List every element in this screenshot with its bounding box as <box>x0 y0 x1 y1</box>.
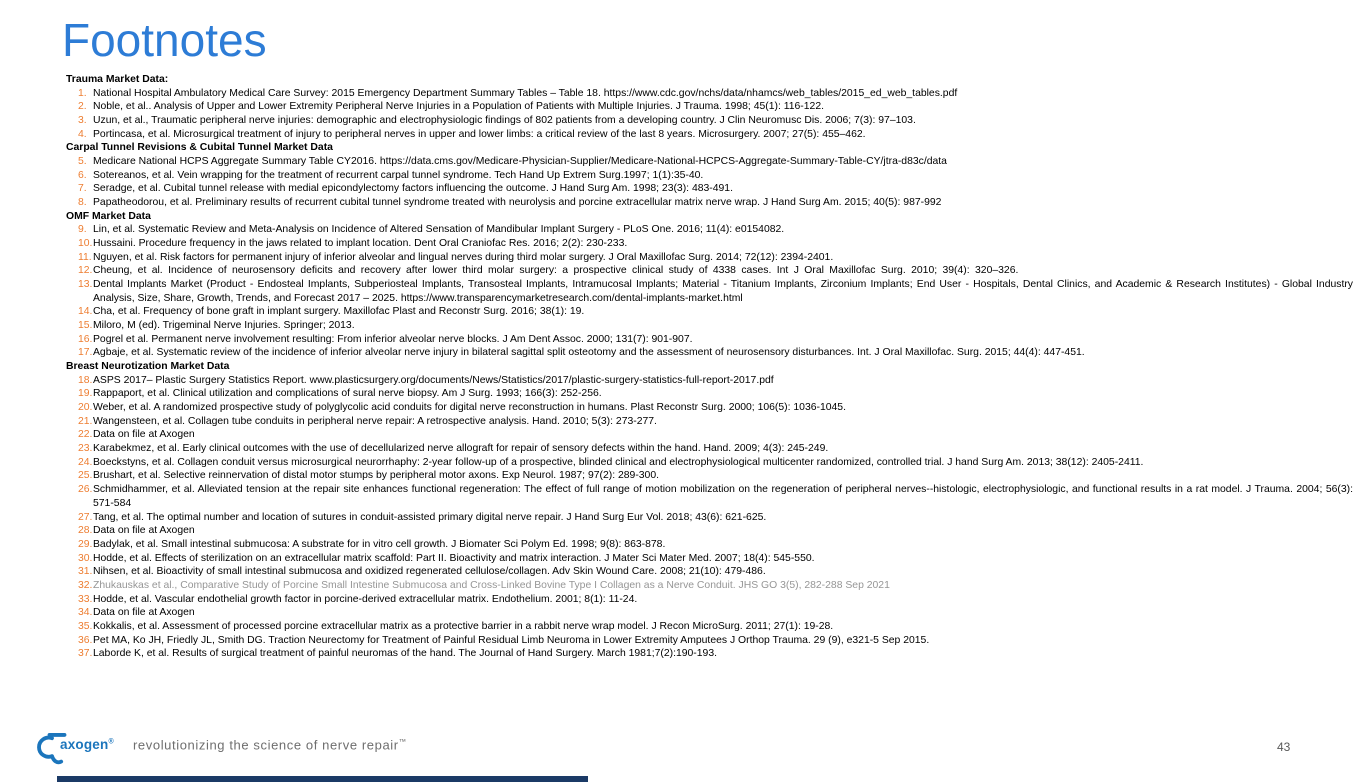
section-heading: Trauma Market Data: <box>66 74 169 85</box>
footnote-number: 27. <box>78 511 93 523</box>
footnote-text: Karabekmez, et al. Early clinical outcomes with the use of decellularized nerve allograft for repair of sensory defects within the hand. Hand. 2009; 4(3): 245-249. <box>93 443 829 455</box>
footnote-text: Papatheodorou, et al. Preliminary results of recurrent cubital tunnel syndrome treated with neurolysis and porcine extracellular matrix nerve wrap. J Hand Surg Am. 2015; 40(5): 987-992 <box>93 197 942 209</box>
footnote-item <box>66 538 1353 552</box>
footnote-number: 7. <box>78 183 87 195</box>
footnote-text: Cha, et al. Frequency of bone graft in implant surgery. Maxillofac Plast and Reconstr Surg. 2016; 38(1): 19. <box>93 306 585 318</box>
footnote-text: Kokkalis, et al. Assessment of processed porcine extracellular matrix as a protective barrier in a rabbit nerve wrap model. J Recon MicroSurg. 2011; 27(1): 19-28. <box>93 620 834 632</box>
footnote-text: Zhukauskas et al., Comparative Study of Porcine Small Intestine Submucosa and Cross-Linked Bovine Type I Collagen as a Nerve Conduit. JHS GO 3(5), 282-288 Sep 2021 <box>93 579 890 591</box>
section-heading: Breast Neurotization Market Data <box>66 361 230 373</box>
footnote-number: 1. <box>78 87 87 99</box>
footnote-number: 3. <box>78 115 87 127</box>
footnote-item <box>66 565 1353 579</box>
footnote-text: Agbaje, et al. Systematic review of the incidence of inferior alveolar nerve injury in bilateral sagittal split osteotomy and the assessment of neurosensory disturbances. Int. J Oral Maxillofac. Surg. 2015; 44(4): 447-451. <box>93 347 1085 359</box>
section-heading: Carpal Tunnel Revisions & Cubital Tunnel Market Data <box>66 142 333 154</box>
page-number: 43 <box>1277 740 1291 754</box>
axogen-logo-text <box>60 737 114 752</box>
footnote-text: Data on file at Axogen <box>93 607 195 619</box>
footnote-item <box>66 442 1353 456</box>
footnote-text: Seradge, et al. Cubital tunnel release with medial epicondylectomy factors influencing the outcome. J Hand Surg Am. 1998; 23(3): 483-491. <box>93 183 733 195</box>
footnote-item <box>66 305 1353 319</box>
footnote-number: 14. <box>78 306 93 318</box>
section-heading: OMF Market Data <box>66 210 151 222</box>
footnote-item <box>66 579 1353 593</box>
footnote-text: Rappaport, et al. Clinical utilization and complications of sural nerve biopsy. Am J Surg. 1993; 166(3): 252-256. <box>93 388 602 400</box>
footnote-number: 24. <box>78 456 93 468</box>
footnote-item <box>66 346 1353 360</box>
footnote-item <box>66 333 1353 347</box>
registered-mark: ® <box>108 738 114 746</box>
footnote-number: 9. <box>78 224 87 236</box>
footnote-text: ASPS 2017– Plastic Surgery Statistics Report. www.plasticsurgery.org/documents/News/Statistics/2017/plastic-surgery-statistics-full-report-2017.pdf <box>93 374 774 386</box>
footnote-number: 29. <box>78 538 93 550</box>
footnote-text: Portincasa, et al. Microsurgical treatment of injury to peripheral nerves in upper and lower limbs: a critical review of the last 8 years. Microsurgery. 2007; 27(5): 455–462. <box>93 128 866 140</box>
footnote-number: 5. <box>78 156 87 168</box>
footnote-item <box>66 100 1353 114</box>
footnote-item <box>66 114 1353 128</box>
footnote-number: 28. <box>78 525 93 537</box>
footnote-number: 18. <box>78 374 93 386</box>
trademark-mark: ™ <box>398 737 407 746</box>
footnote-item <box>66 511 1353 525</box>
footnote-item <box>66 237 1353 251</box>
footnote-item <box>66 264 1353 278</box>
footnote-text: Weber, et al. A randomized prospective study of polyglycolic acid conduits for digital nerve reconstruction in humans. Plast Reconstr Surg. 2000; 106(5): 1036-1045. <box>93 402 846 414</box>
footnote-text: Pogrel et al. Permanent nerve involvement resulting: From inferior alveolar nerve blocks. J Am Dent Assoc. 2000; 131(7): 901-907. <box>93 333 693 345</box>
footnote-item <box>66 182 1353 196</box>
footnote-item <box>66 593 1353 607</box>
footnote-text: Lin, et al. Systematic Review and Meta-Analysis on Incidence of Altered Sensation of Mandibular Implant Surgery - PLoS One. 2016; 11(4): e0154082. <box>93 224 785 236</box>
footnote-item <box>66 128 1353 142</box>
axogen-wordmark: axogen <box>60 737 109 752</box>
footnote-item <box>66 524 1353 538</box>
footnote-number: 2. <box>78 101 87 113</box>
footer-tagline <box>133 737 407 752</box>
footnote-number: 4. <box>78 128 87 140</box>
footnote-item <box>66 251 1353 265</box>
footnote-text: Data on file at Axogen <box>93 525 195 537</box>
footnote-text: Cheung, et al. Incidence of neurosensory deficits and recovery after lower third molar surgery: a prospective clinical study of 4338 cases. Int J Oral Maxillofac Surg. 2010; 39(4): 320–326. <box>93 265 1019 277</box>
footnote-item <box>66 552 1353 566</box>
footnote-item <box>66 387 1353 401</box>
footnote-text: Noble, et al.. Analysis of Upper and Lower Extremity Peripheral Nerve Injuries in a Population of Patients with Multiple Injuries. J Trauma. 1998; 45(1): 116-122. <box>93 101 824 113</box>
footnote-text: Pet MA, Ko JH, Friedly JL, Smith DG. Traction Neurectomy for Treatment of Painful Residual Limb Neuroma in Lower Extremity Amputees J Orthop Trauma. 29 (9), e321-5 Sep 2015. <box>93 634 930 646</box>
footnote-text: Wangensteen, et al. Collagen tube conduits in peripheral nerve repair: A retrospective analysis. Hand. 2010; 5(3): 273-277. <box>93 415 657 427</box>
footnote-number: 26. <box>78 484 93 496</box>
footnote-item <box>66 278 1353 305</box>
footnote-text: Laborde K, et al. Results of surgical treatment of painful neuromas of the hand. The Journal of Hand Surgery. March 1981;7(2):190-193. <box>93 648 717 660</box>
footnote-item <box>66 169 1353 183</box>
footnote-number: 21. <box>78 415 93 427</box>
footnote-item <box>66 469 1353 483</box>
footnote-text: Nguyen, et al. Risk factors for permanent injury of inferior alveolar and lingual nerves during third molar surgery. J Oral Maxillofac Surg. 2014; 72(12): 2394-2401. <box>93 251 834 263</box>
footnote-number: 35. <box>78 620 93 632</box>
page-title: Footnotes <box>62 14 267 66</box>
footnote-number: 8. <box>78 197 87 209</box>
footnote-number: 22. <box>78 429 93 441</box>
footnote-number: 30. <box>78 552 93 564</box>
footnote-number: 23. <box>78 443 93 455</box>
footnote-number: 32. <box>78 579 93 591</box>
footnote-item <box>66 415 1353 429</box>
footnote-text: Brushart, et al. Selective reinnervation of distal motor stumps by peripheral motor axons. Exp Neurol. 1987; 97(2): 289-300. <box>93 470 660 482</box>
footnote-text: Schmidhammer, et al. Alleviated tension at the repair site enhances functional regeneration: The effect of full range of motion mobilization on the regeneration of peripheral nerves--histologic, electrophysiologic, and functional results in a rat model. J Trauma. 2004; 56(3): 571-584 <box>93 484 1353 509</box>
slide <box>0 14 1365 782</box>
footnote-item <box>66 606 1353 620</box>
footnote-number: 6. <box>78 169 87 181</box>
footnote-number: 19. <box>78 388 93 400</box>
footnote-text: Data on file at Axogen <box>93 429 195 441</box>
footnote-number: 33. <box>78 593 93 605</box>
footnote-number: 36. <box>78 634 93 646</box>
footnote-text: Badylak, et al. Small intestinal submucosa: A substrate for in vitro cell growth. J Biomater Sci Polym Ed. 1998; 9(8): 863-878. <box>93 538 666 550</box>
footnote-number: 17. <box>78 347 93 359</box>
footnote-item <box>66 155 1353 169</box>
tagline-text: revolutionizing the science of nerve repair <box>133 737 399 753</box>
footnote-item <box>66 620 1353 634</box>
footnote-item <box>66 456 1353 470</box>
footnote-text: Dental Implants Market (Product - Endosteal Implants, Subperiosteal Implants, Transosteal Implants, Intramucosal Implants; Material - Titanium Implants, Zirconium Implants; End User - Hospitals, Dental Clinics, and Academic & Research Institutes) - Global Industry Analysis, Size, Share, Growth, Trends, and Forecast 2017 – 2025. https://www.transparencymarketresearch.com/dental-implants-market.html <box>93 279 1353 304</box>
footnote-number: 13. <box>78 279 93 291</box>
footnote-number: 31. <box>78 566 93 578</box>
footnote-item <box>66 196 1353 210</box>
footnote-text: Boeckstyns, et al. Collagen conduit versus microsurgical neurorrhaphy: 2-year follow-up of a prospective, blinded clinical and electrophysiological multicenter randomized, controlled trial. J hand Surg Am. 2013; 38(12): 2405-2411. <box>93 456 1144 468</box>
footnote-item <box>66 87 1353 101</box>
footnote-number: 11. <box>78 251 92 263</box>
footnote-text: Tang, et al. The optimal number and location of sutures in conduit-assisted primary digital nerve repair. J Hand Surg Eur Vol. 2018; 43(6): 621-625. <box>93 511 767 523</box>
footnote-text: Miloro, M (ed). Trigeminal Nerve Injuries. Springer; 2013. <box>93 320 355 332</box>
footnote-text: Hodde, et al. Effects of sterilization on an extracellular matrix scaffold: Part II. Bioactivity and matrix interaction. J Mater Sci Mater Med. 2007; 18(4): 545-550. <box>93 552 815 564</box>
footnote-text: National Hospital Ambulatory Medical Care Survey: 2015 Emergency Department Summary Tables – Table 18. https://www.cdc.gov/nchs/data/nhamcs/web_tables/2015_ed_web_tables.pdf <box>93 87 958 99</box>
footnote-text: Sotereanos, et al. Vein wrapping for the treatment of recurrent carpal tunnel syndrome. Tech Hand Up Extrem Surg.1997; 1(1):35-40. <box>93 169 704 181</box>
slide-content <box>0 14 1365 661</box>
footnote-text: Hodde, et al. Vascular endothelial growth factor in porcine-derived extracellular matrix. Endothelium. 2001; 8(1): 11-24. <box>93 593 638 605</box>
footnote-item <box>66 374 1353 388</box>
bottom-accent-bar <box>57 776 588 782</box>
footnote-item <box>66 647 1353 661</box>
footnote-item <box>66 428 1353 442</box>
footnote-item <box>66 634 1353 648</box>
footnotes-list <box>66 73 1353 661</box>
footnote-number: 37. <box>78 648 93 660</box>
footnote-text: Uzun, et al., Traumatic peripheral nerve injuries: demographic and electrophysiologic findings of 802 patients from a developing country. J Clin Neuromusc Dis. 2006; 7(3): 97–103. <box>93 115 916 127</box>
footnote-number: 20. <box>78 402 93 414</box>
footnote-number: 12. <box>78 265 93 277</box>
footnote-text: Nihsen, et al. Bioactivity of small intestinal submucosa and oxidized regenerated cellulose/collagen. Adv Skin Wound Care. 2008; 21(10): 479-486. <box>93 566 766 578</box>
footnote-item <box>66 319 1353 333</box>
footnote-item <box>66 223 1353 237</box>
footnote-number: 25. <box>78 470 93 482</box>
footnote-item <box>66 483 1353 510</box>
footnote-number: 15. <box>78 320 93 332</box>
footnote-number: 34. <box>78 607 93 619</box>
footnote-item <box>66 401 1353 415</box>
footnote-text: Medicare National HCPS Aggregate Summary Table CY2016. https://data.cms.gov/Medicare-Physician-Supplier/Medicare-National-HCPCS-Aggregate-Summary-Table-CY/jtra-d83c/data <box>93 156 947 168</box>
footnote-text: Hussaini. Procedure frequency in the jaws related to implant location. Dent Oral Craniofac Res. 2016; 2(2): 230-233. <box>93 238 628 250</box>
footnote-number: 10. <box>78 238 93 250</box>
footnote-number: 16. <box>78 333 93 345</box>
